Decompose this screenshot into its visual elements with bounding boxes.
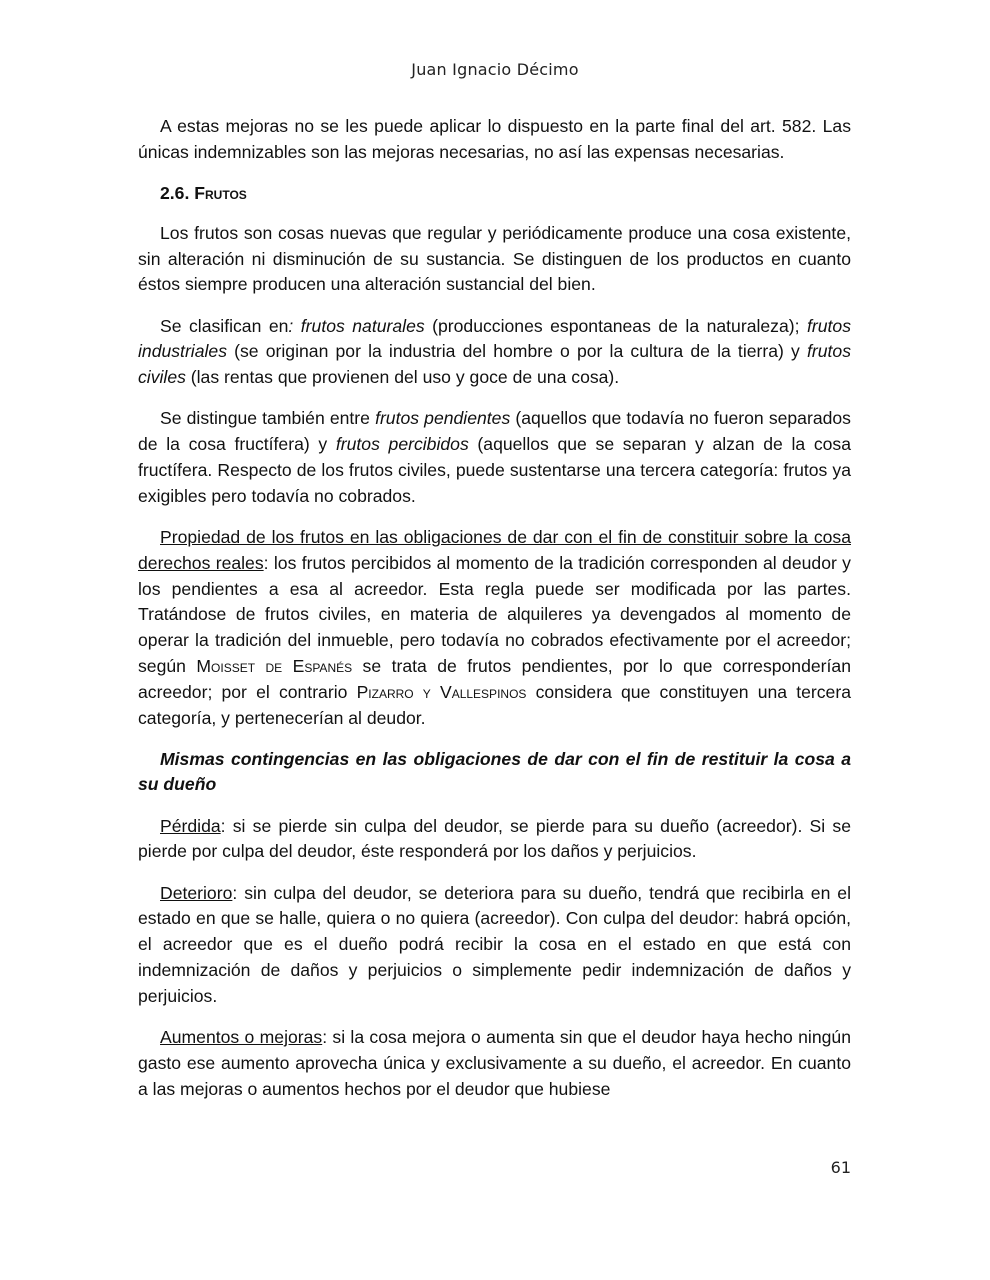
text-run: considera que constituyen una tercera categoría, y pertenecerían al deudor. bbox=[138, 681, 851, 728]
text-run: Se distingue también entre bbox=[160, 408, 376, 429]
text-run: : si se pierde sin culpa del deudor, se pierde para su dueño (acreedor). Si se pierde por culpa del deudor, éste responderá por los daños y perjuicios. bbox=[138, 815, 851, 862]
text-run: (las rentas que provienen del uso y goce de una cosa). bbox=[185, 367, 620, 388]
page-number: 61 bbox=[830, 1158, 851, 1177]
term-frutos-civiles: frutos civiles bbox=[138, 341, 851, 388]
term-frutos-percibidos: frutos percibidos bbox=[335, 434, 469, 455]
text-run: Se clasifican en bbox=[160, 315, 289, 336]
underlined-topic: Pérdida bbox=[160, 815, 221, 836]
term-frutos-industriales: frutos industriales bbox=[138, 315, 851, 362]
paragraph-definicion-frutos: Los frutos son cosas nuevas que regular y periódicamente produce una cosa existente, sin alteración ni disminución de su sustancia. Se distinguen de los productos en cuanto éstos siempre producen una alteración sustancial del bien. bbox=[138, 222, 851, 295]
text-run: : los frutos percibidos al momento de la tradición corresponden al deudor y los pendientes a esa al acreedor. Esta regla puede ser modificada por las partes. Tratándose de frutos civiles, en materia de alquileres ya devengados al momento de operar la tradición del inmueble, pero todavía no cobrados efectivamente por el acreedor; según bbox=[138, 552, 851, 676]
text-run: se trata de frutos pendientes, por lo que corresponderían acreedor; por el contrario bbox=[138, 655, 851, 702]
text-run: (aquellos que todavía no fueron separados de la cosa fructífera) y bbox=[138, 408, 851, 455]
section-number: 2.6. bbox=[160, 182, 190, 203]
author-name: Pizarro y Vallespinos bbox=[356, 681, 527, 702]
text-run: (aquellos que se separan y alzan de la cosa fructífera. Respecto de los frutos civiles, puede sustentarse una tercera categoría: frutos ya exigibles pero todavía no cobrados. bbox=[138, 434, 851, 506]
paragraph-perdida bbox=[138, 814, 851, 866]
text-run: (se originan por la industria del hombre o por la cultura de la tierra) y bbox=[227, 341, 807, 362]
text-run: : sin culpa del deudor, se deteriora para su dueño, tendrá que recibirla en el estado en que se halle, quiera o no quiera (acreedor). Con culpa del deudor: habrá opción, el acreedor que es el dueño podrá recibir la cosa en el estado en que está con indemnización de daños y perjuicios o simplemente pedir indemnización de daños y perjuicios. bbox=[138, 882, 851, 1006]
subheading-restituir: Mismas contingencias en las obligaciones de dar con el fin de restituir la cosa a su dueño bbox=[138, 748, 851, 795]
term-frutos-pendientes: frutos pendientes bbox=[375, 408, 511, 429]
text-run: (producciones espontaneas de la naturaleza); bbox=[424, 315, 807, 336]
underlined-topic: Aumentos o mejoras bbox=[160, 1027, 323, 1048]
term-frutos-naturales: : frutos naturales bbox=[288, 315, 425, 336]
paragraph-clasificacion bbox=[138, 314, 851, 391]
author-name: Moisset de Espanés bbox=[196, 655, 353, 676]
paragraph-pendientes-percibidos bbox=[138, 406, 851, 509]
paragraph-mejoras-expensas: A estas mejoras no se les puede aplicar lo dispuesto en la parte final del art. 582. Las únicas indemnizables son las mejoras necesarias, no así las expensas necesarias. bbox=[138, 116, 851, 162]
underlined-topic: Deterioro bbox=[160, 882, 233, 903]
paragraph-propiedad-frutos bbox=[138, 525, 851, 731]
section-title: Frutos bbox=[194, 182, 247, 203]
text-run: : si la cosa mejora o aumenta sin que el deudor haya hecho ningún gasto ese aumento aprovecha única y exclusivamente a su dueño, el acreedor. En cuanto a las mejoras o aumentos hechos por el deudor que hubiese bbox=[138, 1027, 851, 1099]
running-header: Juan Ignacio Décimo bbox=[411, 60, 579, 79]
page-body bbox=[138, 114, 851, 1118]
paragraph-aumentos bbox=[138, 1025, 851, 1102]
underlined-topic: Propiedad de los frutos en las obligaciones de dar con el fin de constituir sobre la cosa derechos reales bbox=[138, 526, 851, 573]
paragraph-deterioro bbox=[138, 881, 851, 1010]
section-heading bbox=[138, 181, 851, 207]
